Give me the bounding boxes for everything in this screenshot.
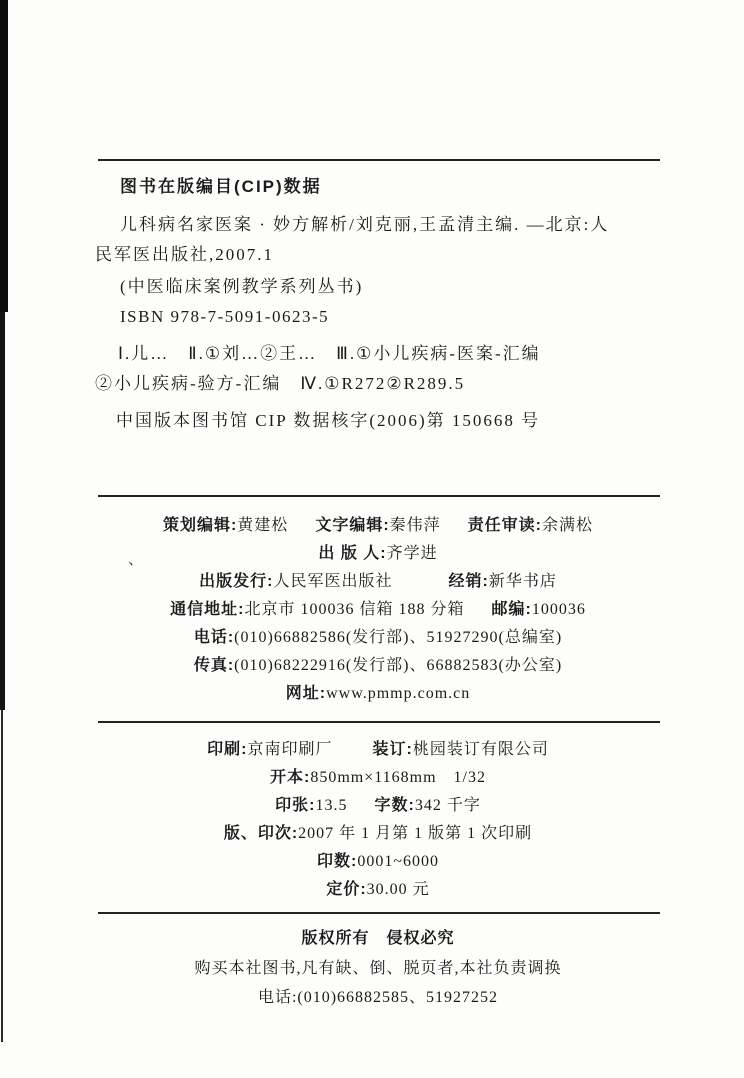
field-value: 余满松 [542,517,594,534]
field-text-editor [315,516,440,536]
field-mailing-address [170,600,464,620]
field-value: 北京市 100036 信箱 188 分箱 [244,601,465,618]
publisher-row-publisher-person [95,544,661,564]
publisher-row-website [95,684,661,704]
field-printer [207,740,332,760]
divider-publisher-printing [98,721,660,723]
field-label: 通信地址: [170,601,245,618]
field-value: 30.00 元 [366,881,430,898]
printing-row-sheets [95,796,661,816]
scan-binding-edge [0,312,5,710]
field-value: 100036 [531,601,586,618]
field-value: 342 千字 [414,797,481,814]
field-print-run [317,852,439,872]
field-label: 印数: [317,853,358,870]
scan-artifact: 、 [128,552,144,568]
field-label: 装订: [372,741,413,758]
field-website [286,684,471,704]
printing-row-price [95,880,661,900]
field-value: 2007 年 1 月第 1 版第 1 次印刷 [298,825,533,842]
field-phone [194,628,562,648]
field-planning-editor [163,516,288,536]
field-reviewer [468,516,593,536]
field-value: 黄建松 [237,517,289,534]
field-value: 齐学进 [386,545,438,562]
field-value: www.pmmp.com.cn [326,685,471,702]
field-value: 京南印刷厂 [247,741,333,758]
cip-title-line2: 民军医出版社,2007.1 [95,245,274,264]
field-label: 版、印次: [223,825,299,842]
field-label: 印张: [275,797,316,814]
field-label: 文字编辑: [315,517,390,534]
field-fax [194,656,562,676]
field-label: 责任审读: [467,517,543,534]
field-label: 经销: [448,573,489,590]
publisher-row-editors [95,516,661,536]
field-value: 桃园装订有限公司 [412,741,549,758]
printing-row-print-run [95,852,661,872]
field-label: 邮编: [491,601,532,618]
publisher-row-fax [95,656,661,676]
cip-title-line1: 儿科病名家医案 · 妙方解析/刘克丽,王孟清主编. —北京:人 [120,215,610,234]
copyright-notice: 版权所有 侵权必究 [301,930,455,947]
field-label: 出版发行: [199,573,274,590]
field-label: 字数: [374,797,415,814]
field-binder [373,740,549,760]
field-value: 新华书店 [488,573,557,590]
cip-classification-line1: Ⅰ.儿… Ⅱ.①刘…②王… Ⅲ.①小儿疾病-医案-汇编 [118,344,541,363]
field-label: 出 版 人: [318,545,387,562]
field-distributor [449,572,557,592]
publisher-row-phone [95,628,661,648]
cip-classification-line2: ②小儿疾病-验方-汇编 Ⅳ.①R272②R289.5 [95,374,466,393]
field-label: 网址: [285,685,327,702]
field-value: 13.5 [315,797,348,814]
cip-record-number: 中国版本图书馆 CIP 数据核字(2006)第 150668 号 [116,411,541,430]
field-price [326,880,429,900]
field-word-count [374,796,480,816]
field-publisher-person [318,544,437,564]
field-value: 0001~6000 [357,853,439,870]
field-label: 印刷: [207,741,248,758]
field-press [199,572,392,592]
cip-series: (中医临床案例教学系列丛书) [120,277,364,296]
field-format [270,768,486,788]
divider-top [98,159,660,161]
field-value: 秦伟萍 [389,517,441,534]
cip-heading: 图书在版编目(CIP)数据 [120,177,322,196]
field-label: 策划编辑: [162,517,238,534]
publisher-row-address [95,600,661,620]
field-label: 定价: [326,881,367,898]
field-value: (010)68222916(发行部)、66882583(办公室) [234,657,563,674]
field-value: 人民军医出版社 [273,573,393,590]
copyright-exchange-policy: 购买本社图书,凡有缺、倒、脱页者,本社负责调换 [194,960,562,977]
cip-isbn: ISBN 978-7-5091-0623-5 [120,307,330,326]
printing-row-printer [95,740,661,760]
copyright-phone: 电话:(010)66882585、51927252 [257,989,499,1006]
field-label: 传真: [193,657,235,674]
field-label: 开本: [269,769,311,786]
divider-printing-copyright [98,912,660,914]
publisher-row-press [95,572,661,592]
printing-row-edition [95,824,661,844]
field-label: 电话: [193,629,235,646]
scan-binding-edge [0,0,8,312]
scan-binding-edge [1,710,3,1042]
divider-cip-publisher [98,495,660,497]
field-value: 850mm×1168mm 1/32 [310,769,486,786]
field-edition [224,824,532,844]
field-value: (010)66882586(发行部)、51927290(总编室) [234,629,563,646]
field-postcode [492,600,586,620]
printing-row-format [95,768,661,788]
field-sheets [275,796,347,816]
